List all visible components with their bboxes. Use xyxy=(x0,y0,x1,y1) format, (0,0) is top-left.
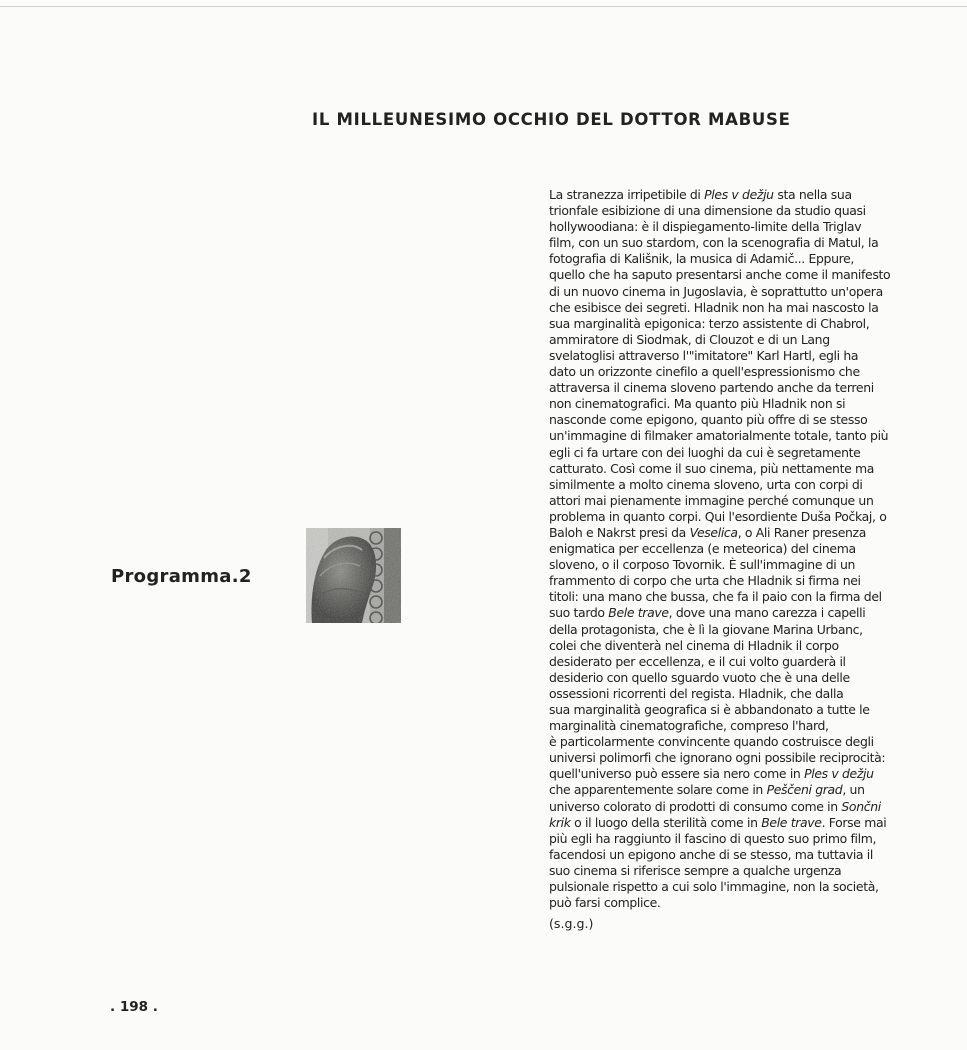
body-text-segment: dato un orizzonte cinefilo a quell'espressionismo che xyxy=(549,364,860,380)
body-text-segment: di un nuovo cinema in Jugoslavia, è soprattutto un'opera xyxy=(549,283,883,299)
film-still-photo xyxy=(306,528,401,623)
body-text-segment: universi polimorfi che ignorano ogni possibile reciprocità: xyxy=(549,750,886,766)
article-line xyxy=(549,316,894,332)
article-line xyxy=(549,863,894,879)
article-line xyxy=(549,300,894,316)
body-text-segment: quell'universo può essere sia nero come in xyxy=(549,766,805,782)
article-line xyxy=(549,879,894,895)
body-text-segment: desiderato per eccellenza, e il cui volto guarderà il xyxy=(549,653,846,669)
article-line xyxy=(549,541,894,557)
body-text-segment: problema in quanto corpi. Qui l'esordiente Duša Počkaj, o xyxy=(549,508,887,524)
body-text-segment: Baloh e Nakrst presi da xyxy=(549,524,690,540)
program-label: Programma.2 xyxy=(111,566,252,587)
body-text-segment: facendosi un epigono anche di se stesso, ma tuttavia il xyxy=(549,846,874,862)
body-text-segment: film, con un suo stardom, con la scenografia di Matul, la xyxy=(549,235,879,251)
body-text-segment: della protagonista, che è lì la giovane Marina Urbanc, xyxy=(549,621,863,637)
article-line xyxy=(549,622,894,638)
body-text-segment: attraversa il cinema sloveno partendo anche da terreni xyxy=(549,380,874,396)
article-line xyxy=(549,686,894,702)
body-text-segment: sta nella sua xyxy=(773,187,852,202)
page-number: . 198 . xyxy=(110,999,158,1015)
article-line xyxy=(549,461,894,477)
body-text-segment: titoli: una mano che bussa, che fa il paio con la firma del xyxy=(549,589,882,605)
film-title-text: krik xyxy=(549,814,571,830)
article-line xyxy=(549,702,894,718)
body-text-segment: suo tardo xyxy=(549,605,609,621)
article-line xyxy=(549,348,894,364)
body-text-segment: pulsionale rispetto a cui solo l'immagine, non la società, xyxy=(549,879,879,895)
body-text-segment: attori mai pienamente immagine perché comunque un xyxy=(549,492,874,508)
body-text-segment: frammento di corpo che urta che Hladnik si firma nei xyxy=(549,573,861,589)
body-text-segment: enigmatica per eccellenza (e meteorica) del cinema xyxy=(549,541,856,557)
body-text-segment: , dove una mano carezza i capelli xyxy=(668,605,866,621)
article-line xyxy=(549,251,894,267)
article-line xyxy=(549,557,894,573)
body-text-segment: , o Ali Raner presenza xyxy=(737,524,866,540)
article-body xyxy=(549,187,894,911)
article-line xyxy=(549,895,894,911)
film-title-text: Bele trave xyxy=(761,814,822,830)
article-line xyxy=(549,831,894,847)
body-text-segment: . Forse mai xyxy=(821,814,887,830)
body-text-segment: più egli ha raggiunto il fascino di questo suo primo film, xyxy=(549,830,877,846)
article-line xyxy=(549,219,894,235)
body-text-segment: quello che ha saputo presentarsi anche come il manifesto xyxy=(549,267,891,283)
article-line xyxy=(549,380,894,396)
article-line xyxy=(549,670,894,686)
article-line xyxy=(549,364,894,380)
body-text-segment: universo colorato di prodotti di consumo come in xyxy=(549,798,842,814)
body-text-segment: desiderio con quello sguardo vuoto che è una delle xyxy=(549,669,850,685)
article-line xyxy=(549,412,894,428)
body-text-segment: sloveno, o il corposo Tovornik. È sull'immagine di un xyxy=(549,557,856,573)
article-line xyxy=(549,589,894,605)
body-text-segment: o il luogo della sterilità come in xyxy=(570,814,762,830)
body-text-segment: suo cinema si riferisce sempre a qualche urgenza xyxy=(549,862,842,878)
article-line xyxy=(549,525,894,541)
body-text-segment: similmente a molto cinema sloveno, urta con corpi di xyxy=(549,476,863,492)
body-text-segment: che apparentemente solare come in xyxy=(549,782,767,798)
article-line xyxy=(549,187,894,203)
body-text-segment: La stranezza irripetibile di xyxy=(549,187,705,202)
article-line xyxy=(549,235,894,251)
article-line xyxy=(549,766,894,782)
body-text-segment: può farsi complice. xyxy=(549,895,661,911)
body-text-segment: sua marginalità geografica si è abbandonato a tutte le xyxy=(549,702,870,717)
body-text-segment: trionfale esibizione di una dimensione da studio quasi xyxy=(549,203,866,219)
article-line xyxy=(549,782,894,798)
body-text-segment: ammiratore di Siodmak, di Clouzot e di un Lang xyxy=(549,331,830,347)
body-text-segment: svelatoglisi attraverso l'"imitatore" Karl Hartl, egli ha xyxy=(549,347,859,363)
author-initials: (s.g.g.) xyxy=(549,916,594,931)
article-line xyxy=(549,718,894,734)
article-line xyxy=(549,428,894,444)
article-line xyxy=(549,605,894,621)
body-text-segment: è particolarmente convincente quando costruisce degli xyxy=(549,734,874,750)
body-text-segment: nasconde come epigono, quanto più offre di se stesso xyxy=(549,412,868,428)
article-line xyxy=(549,203,894,219)
film-title-text: Ples v dežju xyxy=(804,766,874,782)
body-text-segment: hollywoodiana: è il dispiegamento-limite della Triglav xyxy=(549,219,862,235)
body-text-segment: non cinematografici. Ma quanto più Hladnik non si xyxy=(549,396,846,412)
article-line xyxy=(549,847,894,863)
body-text-segment: catturato. Così come il suo cinema, più nettamente ma xyxy=(549,460,875,476)
article-line xyxy=(549,493,894,509)
article-line xyxy=(549,799,894,815)
article-line xyxy=(549,477,894,493)
article-line xyxy=(549,396,894,412)
article-line xyxy=(549,654,894,670)
body-text-segment: sua marginalità epigonica: terzo assistente di Chabrol, xyxy=(549,315,870,331)
article-line xyxy=(549,573,894,589)
page-title: IL MILLEUNESIMO OCCHIO DEL DOTTOR MABUSE xyxy=(312,110,791,129)
article-line xyxy=(549,815,894,831)
film-title-text: Peščeni grad xyxy=(766,782,843,798)
article-line xyxy=(549,284,894,300)
article-line xyxy=(549,750,894,766)
top-rule xyxy=(0,6,967,7)
article-line xyxy=(549,638,894,654)
body-text-segment: fotografia di Kališnik, la musica di Adamič... Eppure, xyxy=(549,251,855,267)
body-text-segment: , un xyxy=(842,782,865,798)
film-title-text: Sončni xyxy=(841,798,881,814)
article-line xyxy=(549,734,894,750)
article-line xyxy=(549,332,894,348)
article-line xyxy=(549,267,894,283)
body-text-segment: marginalità cinematografiche, compreso l'hard, xyxy=(549,718,829,734)
body-text-segment: colei che diventerà nel cinema di Hladnik il corpo xyxy=(549,637,839,653)
body-text-segment: che esibisce dei segreti. Hladnik non ha mai nascosto la xyxy=(549,299,879,315)
body-text-segment: un'immagine di filmaker amatorialmente totale, tanto più xyxy=(549,428,889,444)
article-line xyxy=(549,445,894,461)
article-line xyxy=(549,509,894,525)
body-text-segment: ossessioni ricorrenti del regista. Hladnik, che dalla xyxy=(549,685,844,701)
film-title-text: Veselica xyxy=(689,524,738,540)
film-title-text: Bele trave xyxy=(608,605,669,621)
body-text-segment: egli ci fa urtare con dei luoghi da cui è segretamente xyxy=(549,444,861,460)
film-title-text: Ples v dežju xyxy=(704,187,774,202)
